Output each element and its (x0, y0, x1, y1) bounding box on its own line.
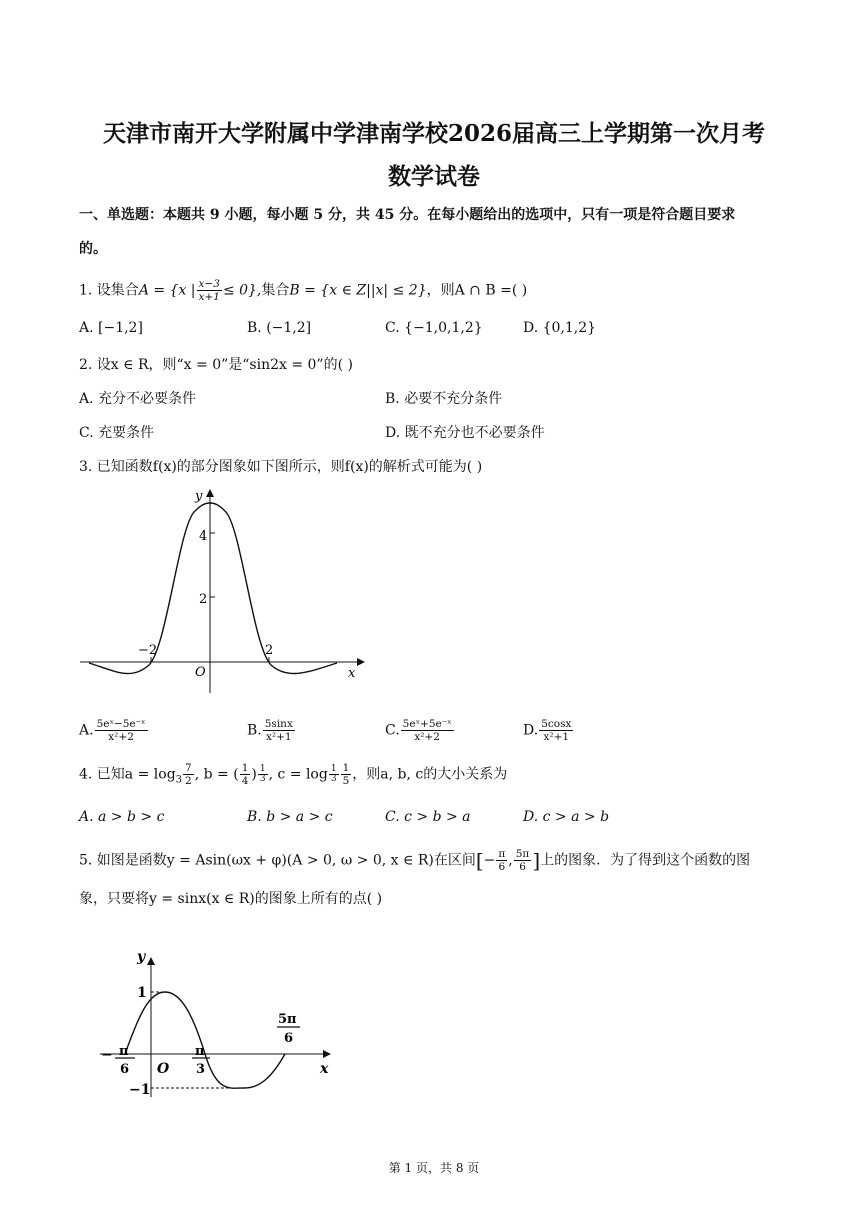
q1-set-a-rhs: ≤ 0}, (222, 282, 262, 299)
q1-option-c: C. {−1,0,1,2} (385, 320, 483, 336)
q3-x-tick-label-2: 2 (265, 643, 274, 658)
q5-y-tick-1: 1 (137, 985, 147, 1001)
question-5-stem-line2: 象，只要将y = sinx(x ∈ R)的图象上所有的点( ) (79, 891, 383, 907)
q5-y-arrow (147, 957, 155, 965)
q3-curve (89, 503, 337, 674)
q3-option-d-letter: D. (523, 722, 539, 739)
q4-base-num: 1 (330, 764, 337, 774)
q3-option-a-fraction (95, 718, 148, 743)
q5-sine-graph (95, 945, 345, 1105)
q5-interval-b-den: 6 (519, 861, 526, 873)
q5-interval-open: [ (475, 848, 484, 873)
q5-right-tick-den: 6 (284, 1031, 294, 1046)
q4-mid3: , c = log (268, 766, 328, 783)
q1-fraction (197, 278, 222, 303)
q3-y-tick-label-2: 2 (199, 592, 208, 607)
q5-x-label: x (320, 1061, 329, 1077)
q2-option-b: B. 必要不充分条件 (385, 391, 503, 407)
section-header-line2: 的。 (79, 241, 107, 257)
q3-option-c-den: x²+2 (414, 731, 440, 743)
q3-origin-label: O (195, 665, 206, 680)
q5-origin-label: O (157, 1061, 170, 1077)
q3-y-tick-label-4: 4 (199, 529, 208, 544)
q3-option-c-num: 5eˣ+5e⁻ˣ (402, 718, 452, 730)
q3-y-label: y (195, 489, 203, 504)
q3-option-a-den: x²+2 (108, 731, 134, 743)
section-header-line1: 一、单选题：本题共 9 小题，每小题 5 分，共 45 分。在每小题给出的选项中，只有一项是符合题目要求 (79, 207, 736, 223)
q4-frac-1-5 (341, 762, 352, 787)
page-subtitle: 数学试卷 (388, 163, 480, 190)
q5-y-label: y (137, 949, 146, 965)
q3-option-b (247, 718, 296, 743)
q5-right-tick-num: 5π (278, 1012, 297, 1027)
q4-frac1-den: 2 (185, 775, 192, 787)
question-2-stem: 2. 设x ∈ R，则“x = 0”是“sin2x = 0”的( ) (79, 357, 353, 373)
q4-prefix: 4. 已知a = log (79, 766, 176, 783)
q3-x-tick-label-neg2: −2 (138, 643, 158, 658)
q3-option-c-fraction (401, 718, 454, 743)
q1-mid: 集合 (261, 282, 290, 299)
q5-prefix: 5. 如图是函数y = Asin(ωx + φ)(A > 0, ω > 0, x ∈ R)在区间 (79, 852, 476, 869)
question-5-stem-line1: 5. 如图是函数y = Asin(ωx + φ)(A > 0, ω > 0, x ∈ R)在区间[− $\frac{\pi}{6}$ , $\frac{5\pi}{6}$ ]上的图象．为了得到这个函数的图 (79, 848, 751, 873)
q1-end: ，则A ∩ B =( ) (426, 282, 528, 299)
q4-option-a: A. a > b > c (79, 809, 165, 825)
q4-exponent (258, 765, 268, 784)
q3-option-d (523, 718, 574, 743)
q4-frac2-den: 4 (241, 775, 249, 787)
q2-option-d: D. 既不充分也不必要条件 (385, 425, 545, 441)
q4-exp-den: 3 (259, 774, 266, 784)
q1-set-b: B = {x ∈ Z||x| ≤ 2} (289, 282, 427, 299)
q1-option-b: B. (−1,2] (247, 320, 312, 336)
q3-option-c (385, 718, 455, 743)
q4-frac-7-2 (183, 762, 194, 787)
q4-exp-num: 1 (259, 764, 266, 774)
q3-option-c-letter: C. (385, 722, 400, 739)
q3-x-label: x (348, 666, 356, 681)
q4-log-base-frac (329, 765, 339, 784)
q4-frac3-den: 5 (342, 775, 350, 787)
q2-option-c: C. 充要条件 (79, 425, 155, 441)
q1-set-a-lhs: A = {x | (138, 282, 196, 299)
question-4-stem (79, 762, 507, 787)
q4-option-d: D. c > a > b (523, 809, 610, 825)
q3-option-d-fraction (539, 718, 573, 743)
q3-option-b-den: x²+1 (266, 731, 292, 743)
q4-suffix: ，则a, b, c的大小关系为 (352, 766, 508, 783)
q4-frac3-num: 1 (342, 762, 350, 774)
q5-interval-b-num: 5π (515, 848, 530, 860)
q1-option-a: A. [−1,2] (79, 320, 143, 336)
q5-suffix: 上的图象．为了得到这个函数的图 (540, 852, 751, 869)
q3-option-d-den: x²+1 (543, 731, 570, 743)
q3-function-graph (75, 485, 365, 700)
q4-frac2-num: 1 (241, 762, 249, 774)
q4-option-b: B. b > a > c (247, 809, 333, 825)
q4-frac1-num: 7 (185, 762, 192, 774)
q5-mid-tick-den: 3 (196, 1062, 206, 1077)
q1-option-d: D. {0,1,2} (523, 320, 597, 336)
q4-option-c: C. c > b > a (385, 809, 471, 825)
question-3-stem: 3. 已知函数f(x)的部分图象如下图所示，则f(x)的解析式可能为( ) (79, 459, 483, 475)
q3-option-b-num: 5sinx (264, 718, 293, 730)
q5-x-arrow (323, 1050, 331, 1058)
q5-left-tick-num: π (119, 1044, 129, 1059)
q4-mid1: , b = ( (194, 766, 239, 783)
q4-mid2: ) (251, 766, 257, 783)
page-title: 天津市南开大学附属中学津南学校2026届高三上学期第一次月考 (102, 120, 765, 147)
q3-option-b-fraction (263, 718, 295, 743)
q5-left-tick-den: 6 (120, 1062, 130, 1077)
q4-base-den: 3 (330, 774, 337, 784)
q4-log-base-3: 3 (175, 774, 183, 786)
q5-interval-close: ] (532, 848, 541, 873)
question-1-stem (79, 278, 527, 303)
q5-left-tick-minus: − (101, 1047, 113, 1063)
q5-interval-a-den: 6 (498, 861, 506, 873)
q4-frac-1-4 (240, 762, 251, 787)
q1-prefix: 1. 设集合 (79, 282, 139, 299)
q3-option-b-letter: B. (247, 722, 262, 739)
q3-option-a-letter: A. (79, 722, 94, 739)
q3-option-a-num: 5eˣ−5e⁻ˣ (96, 718, 146, 730)
q5-mid-tick-num: π (195, 1044, 205, 1059)
q5-interval-b (514, 848, 532, 873)
q3-y-arrow (206, 489, 214, 497)
q1-frac-den: x+1 (198, 291, 220, 303)
q3-option-d-num: 5cosx (541, 718, 572, 730)
q5-interval-a (496, 848, 507, 873)
page-footer: 第 1 页，共 8 页 (388, 1161, 480, 1175)
q5-y-tick-neg1: −1 (129, 1082, 151, 1098)
q1-frac-num: x−3 (198, 278, 220, 290)
q5-interval-a-num: π (498, 848, 506, 860)
q3-option-a (79, 718, 149, 743)
q3-x-arrow (357, 658, 365, 666)
q2-option-a: A. 充分不必要条件 (79, 391, 197, 407)
